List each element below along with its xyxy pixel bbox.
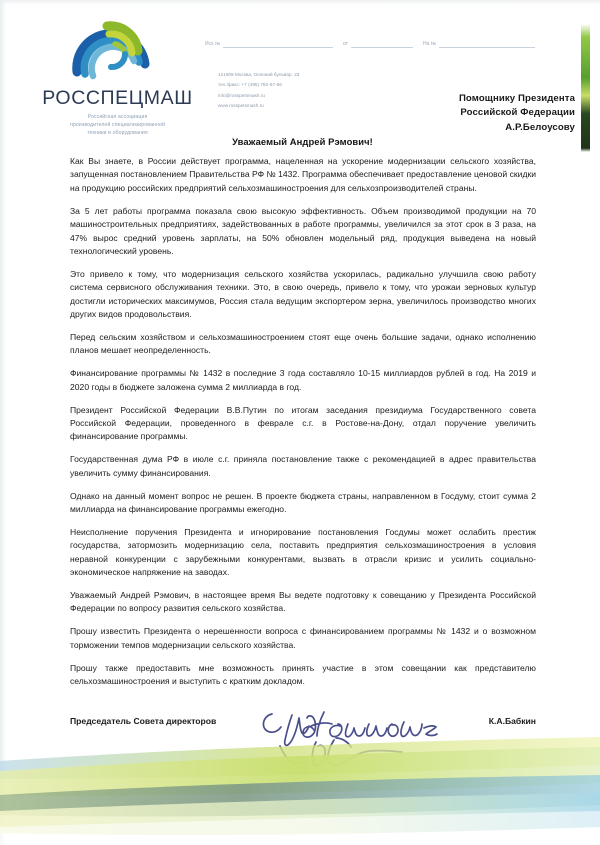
addressee-block: [400, 92, 575, 135]
addressee-line-3: А.Р.Белоусову: [505, 121, 575, 133]
letterhead-logo-block: [30, 18, 205, 137]
outgoing-number-value[interactable]: [223, 38, 333, 48]
outgoing-number-field[interactable]: [205, 38, 333, 48]
date-label: от: [343, 41, 348, 47]
green-accent-bar: [581, 24, 590, 152]
contact-email[interactable]: info@rosspetsmash.ru: [218, 92, 266, 98]
company-name: РОССПЕЦМАШ: [42, 87, 193, 109]
watercolor-footer-band: [0, 735, 600, 845]
incoming-number-field[interactable]: [423, 38, 535, 48]
letter-paragraph: Однако на данный момент вопрос не решен. В проекте бюджета страны, направленном в Госдуму, стоит сумма 2 миллиарда на финансирование программы ежегодно.: [70, 490, 536, 515]
scan-edge-left: [0, 0, 6, 845]
letter-paragraph: Неисполнение поручения Президента и игнорирование постановления Госдумы может ослабить престиж государства, затормозить модернизацию села, поставить предприятия сельхозмашиностроения в условия неравной конкуренции с зарубежными конкурентами, вызвать в отрасли кризис и усилить социально-экономическое напряжение на заводах.: [70, 526, 536, 578]
letter-paragraph: За 5 лет работы программа показала свою высокую эффективность. Объем производимой продукции на 70 машиностроительных предприятиях, задействованных в работе программы, увеличился за этот срок в 3 раза, на 47% вырос средний уровень зарплаты, на 50% обновлен модельный ряд, продукция выведена на новый технологический уровень.: [70, 205, 536, 256]
incoming-number-value[interactable]: [439, 38, 535, 48]
contact-website[interactable]: www.rosspetsmash.ru: [218, 102, 264, 108]
letterhead-form-fields: [205, 38, 535, 48]
salutation: Уважаемый Андрей Рэмович!: [232, 136, 373, 147]
letter-paragraph: Перед сельским хозяйством и сельхозмашиностроением стоят еще очень большие задачи, однако исполнению планов мешает неопределенность.: [70, 331, 536, 356]
letter-paragraph: Уважаемый Андрей Рэмович, в настоящее время Вы ведете подготовку к совещанию у Президента Российской Федерации по вопросу развития сельского хозяйства.: [70, 590, 536, 614]
incoming-number-label: На №: [423, 41, 437, 47]
signatory-title: Председатель Совета директоров: [70, 716, 217, 726]
rosspetsmash-swirl-logo: [59, 18, 177, 84]
letter-paragraph: Президент Российской Федерации В.В.Путин по итогам заседания президиума Государственного совета Российской Федерации, проведенного в феврале с.г. в Ростове-на-Дону, отдал поручение увеличить финансирование программы.: [70, 404, 536, 442]
signatory-name: К.А.Бабкин: [488, 716, 536, 726]
letter-body: [70, 155, 536, 689]
date-value[interactable]: [351, 38, 413, 48]
addressee-line-1: Помощнику Президента: [458, 93, 575, 104]
addressee-line-2: Российской Федерации: [460, 107, 575, 119]
letter-paragraph: Это привело к тому, что модернизация сельского хозяйства ускорилась, радикально улучшила свою работу система сервисного обслуживания техники. Это, в свою очередь, привело к тому, что урожаи зерновых культур достигли исторических максимумов, Россия стала ведущим экспортером зерна, увеличилось производство многих других видов продовольствия.: [70, 268, 536, 320]
date-field[interactable]: [343, 38, 413, 48]
letter-paragraph: Финансирование программы № 1432 в последние 3 года составляло 10-15 миллиардов рублей в год. На 2019 и 2020 годы в бюджете заложена сумма 2 миллиарда в год.: [70, 368, 536, 392]
contact-phone: тел./факс: +7 (495) 782-57-56: [218, 82, 282, 88]
letter-paragraph: Государственная дума РФ в июле с.г. приняла постановление также с рекомендацией в адрес правительства увеличить сумму финансирования.: [70, 454, 536, 478]
company-tagline: [30, 113, 205, 137]
contact-address: 121609 Москва, Осенний бульвар, 23: [218, 72, 300, 77]
letterhead-contacts: [218, 70, 299, 111]
letter-paragraph: Прошу также предоставить мне возможность принять участие в этом совещании как представителю сельхозмашиностроения и выступить с кратким докладом.: [70, 662, 536, 687]
scan-edge-top: [0, 0, 600, 5]
company-tagline-line-1: Российская ассоциация: [87, 114, 148, 120]
company-tagline-line-2: производителей специализированной: [70, 122, 165, 129]
letter-paragraph: Прошу известить Президента о нерешенности вопроса с финансированием программы № 1432 и о возможном торможении темпов модернизации сельского хозяйства.: [70, 626, 536, 650]
letter-paragraph: Как Вы знаете, в России действует программа, нацеленная на ускорение модернизации сельского хозяйства, запущенная постановлением Правительства РФ № 1432. Программа обеспечивает предоставление ценовой скидки на продукцию российских предприятий сельхозмашиностроения для сельхозпроизводителей страны.: [70, 156, 536, 193]
outgoing-number-label: Исх №: [205, 41, 221, 47]
company-tagline-line-3: техники и оборудования: [87, 130, 148, 137]
